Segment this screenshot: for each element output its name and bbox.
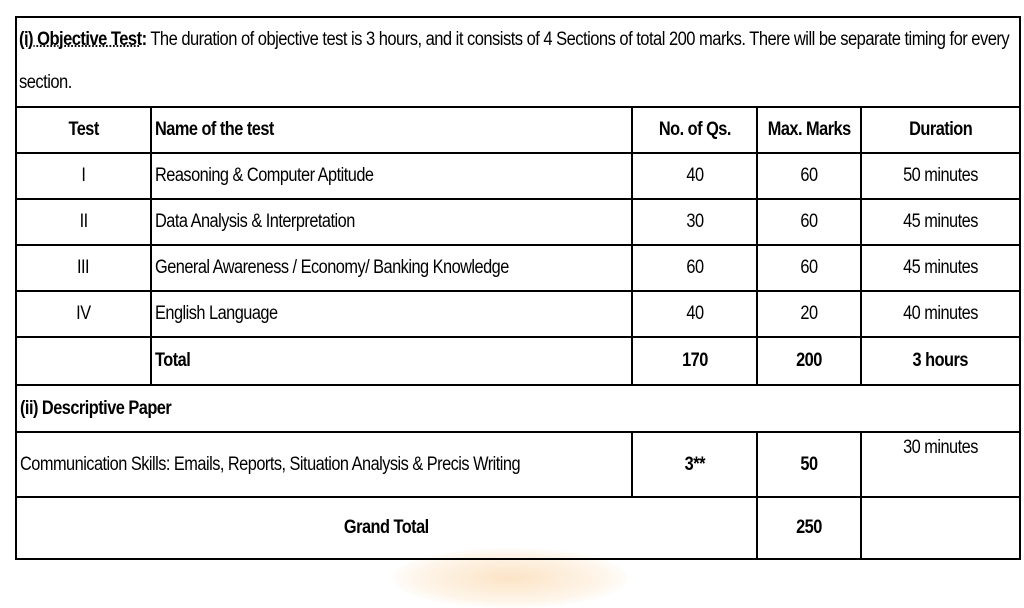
- row-marks: 60: [757, 199, 861, 245]
- row-duration: 50 minutes: [861, 153, 1020, 199]
- total-label: Total: [151, 337, 632, 385]
- grand-total-row: [16, 497, 1020, 559]
- header-name: Name of the test: [151, 107, 632, 153]
- row-marks: 60: [757, 153, 861, 199]
- total-marks: 200: [757, 337, 861, 385]
- table-row: [16, 291, 1020, 337]
- header-marks: Max. Marks: [757, 107, 861, 153]
- row-test: III: [16, 245, 151, 291]
- total-qs: 170: [632, 337, 757, 385]
- row-qs: 30: [632, 199, 757, 245]
- table-row: [16, 153, 1020, 199]
- descriptive-heading-row: [16, 385, 1020, 432]
- row-test: IV: [16, 291, 151, 337]
- total-empty-cell: [16, 337, 151, 385]
- descriptive-duration: 30 minutes: [861, 432, 1020, 497]
- row-qs: 40: [632, 153, 757, 199]
- row-marks: 60: [757, 245, 861, 291]
- descriptive-name: Communication Skills: Emails, Reports, Situation Analysis & Precis Writing: [16, 432, 632, 497]
- descriptive-qs: 3**: [632, 432, 757, 497]
- row-name: Data Analysis & Interpretation: [151, 199, 632, 245]
- row-duration: 45 minutes: [861, 245, 1020, 291]
- table-row: [16, 245, 1020, 291]
- total-row: [16, 337, 1020, 385]
- row-test: II: [16, 199, 151, 245]
- row-duration: 45 minutes: [861, 199, 1020, 245]
- objective-test-heading: (i) Objective Test: [19, 29, 142, 50]
- header-duration: Duration: [861, 107, 1020, 153]
- grand-total-marks: 250: [757, 497, 861, 559]
- total-duration: 3 hours: [861, 337, 1020, 385]
- descriptive-marks: 50: [757, 432, 861, 497]
- row-test: I: [16, 153, 151, 199]
- intro-cell: [16, 17, 1020, 107]
- row-marks: 20: [757, 291, 861, 337]
- row-qs: 60: [632, 245, 757, 291]
- table-row: [16, 199, 1020, 245]
- row-duration: 40 minutes: [861, 291, 1020, 337]
- intro-row: [16, 17, 1020, 107]
- objective-test-colon: :: [141, 29, 147, 50]
- table-header-row: [16, 107, 1020, 153]
- descriptive-row: [16, 432, 1020, 497]
- header-test: Test: [16, 107, 151, 153]
- exam-pattern-table: [15, 16, 1021, 560]
- row-qs: 40: [632, 291, 757, 337]
- row-name: General Awareness / Economy/ Banking Knowledge: [151, 245, 632, 291]
- grand-total-label: Grand Total: [16, 497, 757, 559]
- grand-total-empty-cell: [861, 497, 1020, 559]
- descriptive-heading: (ii) Descriptive Paper: [16, 385, 1020, 432]
- row-name: English Language: [151, 291, 632, 337]
- objective-test-description: The duration of objective test is 3 hours, and it consists of 4 Sections of total 200 marks. There will be separate timing for every section.: [19, 29, 1010, 93]
- row-name: Reasoning & Computer Aptitude: [151, 153, 632, 199]
- header-qs: No. of Qs.: [632, 107, 757, 153]
